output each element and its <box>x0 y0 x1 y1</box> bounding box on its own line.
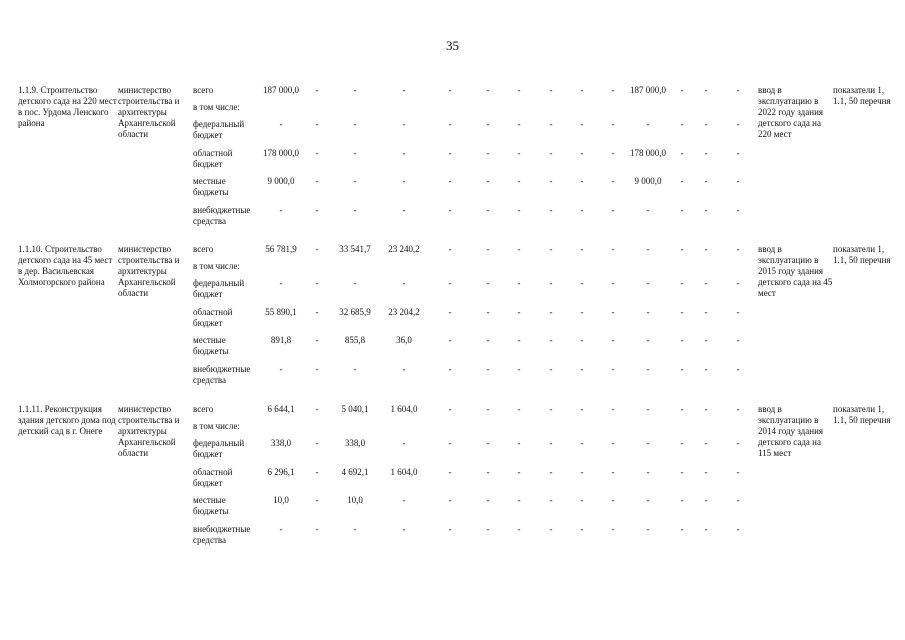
funding-value: - <box>315 467 319 477</box>
project-name: 1.1.10. Строительство детского сада на 45 мест в дер. Васильевская Холмогорского района <box>18 244 113 287</box>
funding-value: - <box>549 119 553 129</box>
funding-value: - <box>580 278 584 288</box>
funding-source-label: внебюджетные средства <box>193 524 251 545</box>
funding-value: - <box>611 524 615 534</box>
funding-row <box>0 119 905 147</box>
funding-value: - <box>736 438 740 448</box>
funding-value: - <box>517 85 521 95</box>
funding-value: - <box>736 335 740 345</box>
funding-value: - <box>680 438 684 448</box>
funding-value: - <box>448 467 452 477</box>
funding-value: - <box>315 85 319 95</box>
funding-value: - <box>704 148 708 158</box>
funding-value: - <box>704 524 708 534</box>
funding-value: - <box>580 307 584 317</box>
funding-value: - <box>580 176 584 186</box>
funding-value: - <box>353 524 357 534</box>
funding-value: 36,0 <box>396 335 412 345</box>
funding-value: - <box>517 524 521 534</box>
funding-value: - <box>611 278 615 288</box>
funding-value: - <box>680 85 684 95</box>
funding-value: - <box>486 524 490 534</box>
funding-value: 1 604,0 <box>390 467 418 477</box>
funding-value: - <box>580 467 584 477</box>
funding-value: - <box>680 278 684 288</box>
funding-row <box>0 278 905 306</box>
funding-value: - <box>402 524 406 534</box>
funding-value: - <box>611 438 615 448</box>
funding-value: - <box>315 495 319 505</box>
funding-value: 32 685,9 <box>339 307 371 317</box>
project-name: 1.1.11. Реконструкция здания детского дома под детский сад в г. Онеге <box>18 404 116 436</box>
funding-value: - <box>517 364 521 374</box>
funding-value: - <box>680 176 684 186</box>
funding-row <box>0 524 905 552</box>
project-organization: министерство строительства и архитектуры Архангельской области <box>118 244 180 298</box>
funding-value: - <box>448 244 452 254</box>
funding-value: - <box>402 278 406 288</box>
funding-value: - <box>646 307 650 317</box>
funding-value: - <box>549 176 553 186</box>
funding-value: - <box>646 438 650 448</box>
funding-value: - <box>353 85 357 95</box>
funding-value: - <box>279 364 283 374</box>
funding-value: 855,8 <box>344 335 366 345</box>
funding-value: - <box>611 148 615 158</box>
funding-value: 6 296,1 <box>267 467 295 477</box>
funding-value: - <box>704 278 708 288</box>
funding-value: - <box>315 119 319 129</box>
funding-source-label: областной бюджет <box>193 307 233 328</box>
funding-value: - <box>402 119 406 129</box>
project-result: ввод в эксплуатацию в 2014 году здания детского сада на 115 мест <box>758 404 824 458</box>
funding-value: - <box>402 176 406 186</box>
funding-value: - <box>646 404 650 414</box>
funding-value: - <box>402 85 406 95</box>
funding-value: - <box>580 524 584 534</box>
funding-value: - <box>315 205 319 215</box>
funding-value: - <box>704 438 708 448</box>
funding-value: 6 644,1 <box>267 404 295 414</box>
funding-value: - <box>580 148 584 158</box>
funding-source-label: в том числе: <box>193 102 240 112</box>
funding-value: - <box>549 307 553 317</box>
funding-value: - <box>279 119 283 129</box>
funding-value: - <box>448 176 452 186</box>
funding-source-label: федеральный бюджет <box>193 119 245 140</box>
funding-value: - <box>315 524 319 534</box>
funding-value: - <box>315 278 319 288</box>
funding-value: - <box>736 278 740 288</box>
funding-value: - <box>549 467 553 477</box>
funding-value: - <box>486 278 490 288</box>
funding-value: - <box>448 278 452 288</box>
funding-value: - <box>736 148 740 158</box>
funding-value: - <box>315 404 319 414</box>
funding-value: - <box>580 364 584 374</box>
funding-value: - <box>448 438 452 448</box>
funding-source-label: всего <box>193 404 214 414</box>
funding-value: - <box>646 495 650 505</box>
funding-source-label: в том числе: <box>193 421 240 431</box>
funding-value: - <box>517 119 521 129</box>
funding-value: 1 604,0 <box>390 404 418 414</box>
funding-value: - <box>353 205 357 215</box>
funding-source-label: областной бюджет <box>193 467 233 488</box>
funding-value: - <box>353 176 357 186</box>
funding-source-label: местные бюджеты <box>193 176 229 197</box>
funding-row <box>0 176 905 204</box>
funding-value: - <box>315 335 319 345</box>
funding-value: - <box>736 205 740 215</box>
funding-value: 55 890,1 <box>265 307 297 317</box>
funding-value: - <box>736 85 740 95</box>
funding-value: - <box>486 467 490 477</box>
funding-source-label: федеральный бюджет <box>193 438 245 459</box>
funding-value: - <box>517 244 521 254</box>
funding-row <box>0 148 905 176</box>
funding-value: - <box>580 438 584 448</box>
funding-value: - <box>448 119 452 129</box>
funding-value: - <box>315 176 319 186</box>
funding-value: - <box>517 438 521 448</box>
funding-value: - <box>517 467 521 477</box>
funding-value: - <box>736 364 740 374</box>
funding-value: - <box>680 148 684 158</box>
funding-value: - <box>680 524 684 534</box>
funding-value: - <box>279 278 283 288</box>
funding-value: - <box>315 244 319 254</box>
funding-value: - <box>486 148 490 158</box>
funding-value: - <box>611 495 615 505</box>
funding-value: 10,0 <box>273 495 289 505</box>
funding-value: 338,0 <box>270 438 292 448</box>
funding-value: - <box>402 205 406 215</box>
funding-value: - <box>315 148 319 158</box>
funding-value: - <box>549 244 553 254</box>
funding-value: - <box>611 244 615 254</box>
funding-value: - <box>680 244 684 254</box>
funding-value: 187 000,0 <box>630 85 666 95</box>
funding-value: - <box>611 307 615 317</box>
project-result: ввод в эксплуатацию в 2015 году здания детского сада на 45 мест <box>758 244 833 298</box>
funding-value: 4 692,1 <box>341 467 369 477</box>
funding-value: - <box>680 119 684 129</box>
funding-value: - <box>448 335 452 345</box>
funding-value: 187 000,0 <box>263 85 299 95</box>
funding-value: - <box>353 148 357 158</box>
project-indicators: показатели 1, 1.1, 50 перечня <box>833 404 891 425</box>
funding-value: - <box>704 495 708 505</box>
funding-value: - <box>680 205 684 215</box>
funding-value: - <box>549 205 553 215</box>
funding-value: - <box>549 495 553 505</box>
project-name: 1.1.9. Строительство детского сада на 220 мест в пос. Урдома Ленского района <box>18 85 117 128</box>
funding-source-label: областной бюджет <box>193 148 233 169</box>
funding-value: - <box>646 364 650 374</box>
funding-value: - <box>611 335 615 345</box>
funding-row <box>0 467 905 495</box>
funding-value: - <box>353 364 357 374</box>
funding-value: 178 000,0 <box>263 148 299 158</box>
funding-value: - <box>611 176 615 186</box>
funding-value: - <box>680 335 684 345</box>
funding-value: - <box>486 364 490 374</box>
funding-value: - <box>448 205 452 215</box>
funding-value: - <box>580 404 584 414</box>
funding-value: 23 204,2 <box>388 307 420 317</box>
funding-source-label: в том числе: <box>193 261 240 271</box>
funding-value: - <box>736 467 740 477</box>
funding-value: - <box>646 244 650 254</box>
project-organization: министерство строительства и архитектуры Архангельской области <box>118 404 180 458</box>
funding-value: - <box>646 278 650 288</box>
funding-value: - <box>517 495 521 505</box>
funding-value: - <box>315 307 319 317</box>
funding-value: - <box>448 524 452 534</box>
funding-value: - <box>704 244 708 254</box>
funding-value: - <box>486 205 490 215</box>
funding-value: - <box>549 404 553 414</box>
funding-value: - <box>704 307 708 317</box>
funding-value: - <box>315 364 319 374</box>
funding-value: - <box>549 335 553 345</box>
funding-source-label: внебюджетные средства <box>193 205 251 226</box>
funding-value: 178 000,0 <box>630 148 666 158</box>
funding-value: - <box>549 148 553 158</box>
funding-value: - <box>611 364 615 374</box>
project-result: ввод в эксплуатацию в 2022 году здания детского сада на 220 мест <box>758 85 824 139</box>
funding-value: - <box>646 467 650 477</box>
funding-value: - <box>448 495 452 505</box>
funding-value: - <box>486 495 490 505</box>
funding-value: 23 240,2 <box>388 244 420 254</box>
funding-value: - <box>736 404 740 414</box>
page-number: 35 <box>446 38 459 53</box>
funding-value: - <box>549 438 553 448</box>
funding-value: - <box>486 176 490 186</box>
funding-value: - <box>611 404 615 414</box>
funding-value: - <box>517 148 521 158</box>
funding-source-label: всего <box>193 244 214 254</box>
funding-value: - <box>646 335 650 345</box>
funding-value: - <box>448 364 452 374</box>
funding-value: - <box>646 205 650 215</box>
funding-value: - <box>279 205 283 215</box>
funding-value: - <box>736 119 740 129</box>
funding-value: - <box>611 205 615 215</box>
funding-source-label: федеральный бюджет <box>193 278 245 299</box>
funding-value: - <box>486 119 490 129</box>
funding-value: - <box>448 85 452 95</box>
funding-value: - <box>353 278 357 288</box>
funding-value: - <box>517 205 521 215</box>
funding-value: 33 541,7 <box>339 244 371 254</box>
funding-value: - <box>448 404 452 414</box>
funding-value: - <box>580 119 584 129</box>
funding-value: - <box>402 438 406 448</box>
funding-value: 338,0 <box>344 438 366 448</box>
funding-value: - <box>549 85 553 95</box>
funding-value: - <box>517 307 521 317</box>
funding-value: 56 781,9 <box>265 244 297 254</box>
funding-value: - <box>315 438 319 448</box>
funding-value: - <box>448 148 452 158</box>
funding-value: - <box>736 307 740 317</box>
funding-source-label: внебюджетные средства <box>193 364 251 385</box>
funding-source-label: всего <box>193 85 214 95</box>
funding-value: - <box>353 119 357 129</box>
funding-value: 5 040,1 <box>341 404 369 414</box>
funding-value: - <box>517 335 521 345</box>
funding-value: - <box>486 244 490 254</box>
funding-value: - <box>704 467 708 477</box>
funding-source-label: местные бюджеты <box>193 495 229 516</box>
funding-value: - <box>680 364 684 374</box>
funding-value: - <box>580 495 584 505</box>
funding-value: - <box>704 119 708 129</box>
funding-value: - <box>517 278 521 288</box>
funding-value: - <box>736 176 740 186</box>
funding-value: - <box>580 205 584 215</box>
funding-value: - <box>611 119 615 129</box>
funding-value: - <box>704 404 708 414</box>
funding-value: - <box>680 495 684 505</box>
funding-value: 10,0 <box>347 495 363 505</box>
funding-value: - <box>611 85 615 95</box>
project-indicators: показатели 1, 1.1, 50 перечня <box>833 85 891 106</box>
funding-value: - <box>680 307 684 317</box>
funding-value: - <box>402 495 406 505</box>
funding-value: - <box>580 85 584 95</box>
funding-value: - <box>279 524 283 534</box>
funding-value: - <box>580 244 584 254</box>
funding-value: 9 000,0 <box>634 176 662 186</box>
funding-row <box>0 364 905 392</box>
funding-row <box>0 335 905 363</box>
funding-value: - <box>580 335 584 345</box>
funding-value: - <box>517 404 521 414</box>
funding-value: - <box>611 467 615 477</box>
funding-value: - <box>402 148 406 158</box>
funding-row <box>0 307 905 335</box>
funding-value: - <box>486 85 490 95</box>
funding-value: 891,8 <box>270 335 292 345</box>
funding-value: - <box>646 524 650 534</box>
funding-value: - <box>704 364 708 374</box>
funding-value: - <box>486 335 490 345</box>
funding-value: - <box>448 307 452 317</box>
funding-value: 9 000,0 <box>267 176 295 186</box>
funding-value: - <box>549 524 553 534</box>
funding-value: - <box>736 524 740 534</box>
funding-value: - <box>486 404 490 414</box>
project-organization: министерство строительства и архитектуры Архангельской области <box>118 85 180 139</box>
funding-value: - <box>704 335 708 345</box>
funding-value: - <box>549 278 553 288</box>
funding-value: - <box>704 176 708 186</box>
funding-value: - <box>680 467 684 477</box>
funding-value: - <box>402 364 406 374</box>
project-indicators: показатели 1, 1.1, 50 перечня <box>833 244 891 265</box>
funding-value: - <box>704 85 708 95</box>
funding-value: - <box>736 244 740 254</box>
funding-row <box>0 205 905 233</box>
funding-value: - <box>680 404 684 414</box>
funding-value: - <box>517 176 521 186</box>
funding-value: - <box>486 307 490 317</box>
funding-row <box>0 438 905 466</box>
funding-value: - <box>486 438 490 448</box>
funding-value: - <box>549 364 553 374</box>
funding-value: - <box>646 119 650 129</box>
funding-source-label: местные бюджеты <box>193 335 229 356</box>
funding-value: - <box>704 205 708 215</box>
funding-value: - <box>736 495 740 505</box>
funding-row <box>0 495 905 523</box>
